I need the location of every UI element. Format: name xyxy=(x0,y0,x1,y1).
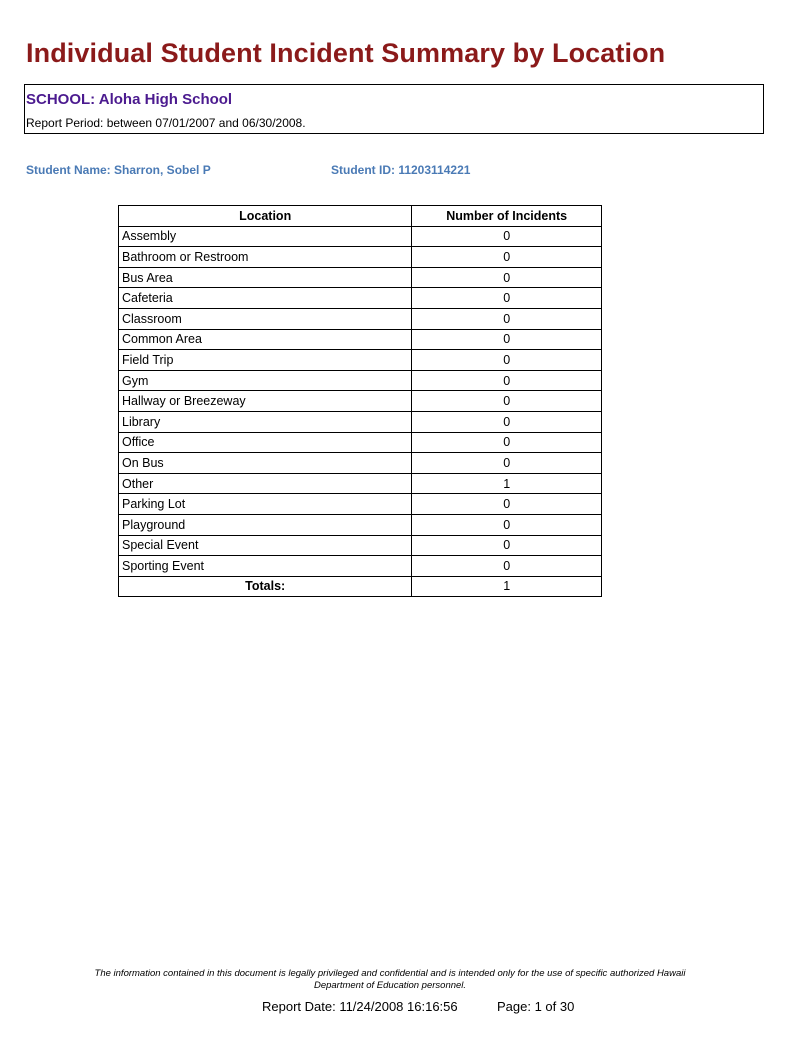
location-cell: Assembly xyxy=(119,226,412,247)
report-title: Individual Student Incident Summary by Location xyxy=(26,38,666,68)
location-cell: Gym xyxy=(119,370,412,391)
incident-count-cell: 0 xyxy=(412,494,602,515)
incident-count-cell: 0 xyxy=(412,370,602,391)
table-row xyxy=(119,432,602,453)
incident-count-cell: 0 xyxy=(412,267,602,288)
incident-count-cell: 0 xyxy=(412,411,602,432)
table-header-row xyxy=(119,206,602,227)
incident-location-table xyxy=(118,205,602,597)
incident-count-cell: 0 xyxy=(412,432,602,453)
confidentiality-disclaimer xyxy=(40,968,740,992)
incidents-column-header: Number of Incidents xyxy=(412,206,602,227)
school-name: SCHOOL: Aloha High School xyxy=(26,91,233,108)
location-cell: Cafeteria xyxy=(119,288,412,309)
location-cell: On Bus xyxy=(119,453,412,474)
student-name: Student Name: Sharron, Sobel P xyxy=(26,163,211,177)
location-cell: Special Event xyxy=(119,535,412,556)
disclaimer-line-2: Department of Education personnel. xyxy=(313,980,467,991)
table-row xyxy=(119,411,602,432)
table-row xyxy=(119,226,602,247)
school-info-box xyxy=(24,84,764,134)
table-body xyxy=(119,226,602,576)
table-row xyxy=(119,556,602,577)
incident-count-cell: 0 xyxy=(412,308,602,329)
incident-count-cell: 0 xyxy=(412,329,602,350)
report-date: Report Date: 11/24/2008 16:16:56 xyxy=(262,999,458,1014)
incident-count-cell: 0 xyxy=(412,226,602,247)
page-number: Page: 1 of 30 xyxy=(497,999,575,1014)
report-period: Report Period: between 07/01/2007 and 06/30/2008. xyxy=(26,116,306,130)
table-row xyxy=(119,453,602,474)
incident-count-cell: 1 xyxy=(412,473,602,494)
location-cell: Sporting Event xyxy=(119,556,412,577)
location-cell: Classroom xyxy=(119,308,412,329)
incident-count-cell: 0 xyxy=(412,350,602,371)
incident-count-cell: 0 xyxy=(412,247,602,268)
totals-count: 1 xyxy=(412,576,602,597)
incident-count-cell: 0 xyxy=(412,514,602,535)
student-id: Student ID: 11203114221 xyxy=(331,163,471,177)
table-row xyxy=(119,494,602,515)
disclaimer-line-1: The information contained in this document is legally privileged and confidential and is intended only for the use of specific authorized Hawaii xyxy=(94,968,686,979)
location-cell: Parking Lot xyxy=(119,494,412,515)
incident-count-cell: 0 xyxy=(412,453,602,474)
table-row xyxy=(119,308,602,329)
location-cell: Hallway or Breezeway xyxy=(119,391,412,412)
location-column-header: Location xyxy=(119,206,412,227)
table-row xyxy=(119,288,602,309)
table-row xyxy=(119,350,602,371)
location-cell: Common Area xyxy=(119,329,412,350)
table-row xyxy=(119,391,602,412)
table-row xyxy=(119,267,602,288)
location-cell: Other xyxy=(119,473,412,494)
incident-count-cell: 0 xyxy=(412,288,602,309)
table-row xyxy=(119,473,602,494)
table-row xyxy=(119,247,602,268)
location-cell: Field Trip xyxy=(119,350,412,371)
location-cell: Bathroom or Restroom xyxy=(119,247,412,268)
location-cell: Playground xyxy=(119,514,412,535)
table-row xyxy=(119,514,602,535)
incident-count-cell: 0 xyxy=(412,391,602,412)
table-row xyxy=(119,370,602,391)
totals-row xyxy=(119,576,602,597)
location-cell: Library xyxy=(119,411,412,432)
incident-count-cell: 0 xyxy=(412,556,602,577)
incident-count-cell: 0 xyxy=(412,535,602,556)
location-cell: Office xyxy=(119,432,412,453)
table-row xyxy=(119,329,602,350)
table-row xyxy=(119,535,602,556)
totals-label: Totals: xyxy=(119,576,412,597)
location-cell: Bus Area xyxy=(119,267,412,288)
